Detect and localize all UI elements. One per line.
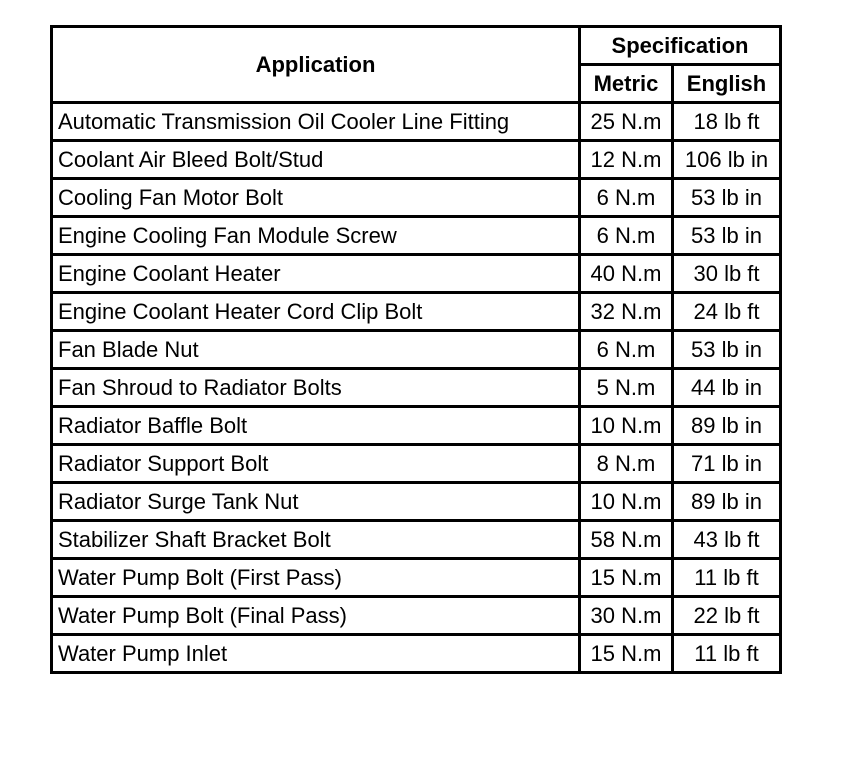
english-cell: 18 lb ft [673, 103, 781, 141]
application-cell: Engine Cooling Fan Module Screw [52, 217, 580, 255]
specification-header: Specification [580, 27, 781, 65]
application-cell: Cooling Fan Motor Bolt [52, 179, 580, 217]
table-row [52, 407, 781, 445]
metric-cell: 12 N.m [580, 141, 673, 179]
application-cell: Engine Coolant Heater [52, 255, 580, 293]
table-body [52, 103, 781, 673]
metric-cell: 10 N.m [580, 407, 673, 445]
application-cell: Radiator Support Bolt [52, 445, 580, 483]
english-cell: 71 lb in [673, 445, 781, 483]
metric-cell: 32 N.m [580, 293, 673, 331]
english-cell: 53 lb in [673, 217, 781, 255]
metric-cell: 40 N.m [580, 255, 673, 293]
metric-cell: 6 N.m [580, 217, 673, 255]
application-cell: Stabilizer Shaft Bracket Bolt [52, 521, 580, 559]
metric-cell: 6 N.m [580, 331, 673, 369]
table-header [52, 27, 781, 103]
metric-cell: 30 N.m [580, 597, 673, 635]
metric-header: Metric [580, 65, 673, 103]
english-cell: 30 lb ft [673, 255, 781, 293]
metric-cell: 5 N.m [580, 369, 673, 407]
table-row [52, 179, 781, 217]
metric-cell: 6 N.m [580, 179, 673, 217]
table-row [52, 331, 781, 369]
metric-cell: 58 N.m [580, 521, 673, 559]
english-cell: 89 lb in [673, 407, 781, 445]
metric-cell: 10 N.m [580, 483, 673, 521]
application-cell: Fan Blade Nut [52, 331, 580, 369]
application-cell: Automatic Transmission Oil Cooler Line Fitting [52, 103, 580, 141]
english-header: English [673, 65, 781, 103]
english-cell: 24 lb ft [673, 293, 781, 331]
application-cell: Water Pump Bolt (Final Pass) [52, 597, 580, 635]
table-row [52, 103, 781, 141]
application-cell: Radiator Surge Tank Nut [52, 483, 580, 521]
application-cell: Engine Coolant Heater Cord Clip Bolt [52, 293, 580, 331]
english-cell: 11 lb ft [673, 559, 781, 597]
table-row [52, 521, 781, 559]
application-cell: Fan Shroud to Radiator Bolts [52, 369, 580, 407]
table-row [52, 483, 781, 521]
application-cell: Radiator Baffle Bolt [52, 407, 580, 445]
english-cell: 106 lb in [673, 141, 781, 179]
metric-cell: 15 N.m [580, 635, 673, 673]
application-cell: Water Pump Bolt (First Pass) [52, 559, 580, 597]
table-row [52, 217, 781, 255]
table-row [52, 141, 781, 179]
english-cell: 89 lb in [673, 483, 781, 521]
english-cell: 11 lb ft [673, 635, 781, 673]
torque-spec-table [50, 25, 782, 674]
metric-cell: 25 N.m [580, 103, 673, 141]
table-row [52, 255, 781, 293]
table-row [52, 445, 781, 483]
application-cell: Coolant Air Bleed Bolt/Stud [52, 141, 580, 179]
header-row-top [52, 27, 781, 65]
application-cell: Water Pump Inlet [52, 635, 580, 673]
metric-cell: 8 N.m [580, 445, 673, 483]
english-cell: 53 lb in [673, 179, 781, 217]
table-row [52, 559, 781, 597]
table-row [52, 369, 781, 407]
english-cell: 22 lb ft [673, 597, 781, 635]
table-row [52, 293, 781, 331]
english-cell: 44 lb in [673, 369, 781, 407]
table-row [52, 597, 781, 635]
application-header: Application [52, 27, 580, 103]
english-cell: 43 lb ft [673, 521, 781, 559]
english-cell: 53 lb in [673, 331, 781, 369]
metric-cell: 15 N.m [580, 559, 673, 597]
table-row [52, 635, 781, 673]
